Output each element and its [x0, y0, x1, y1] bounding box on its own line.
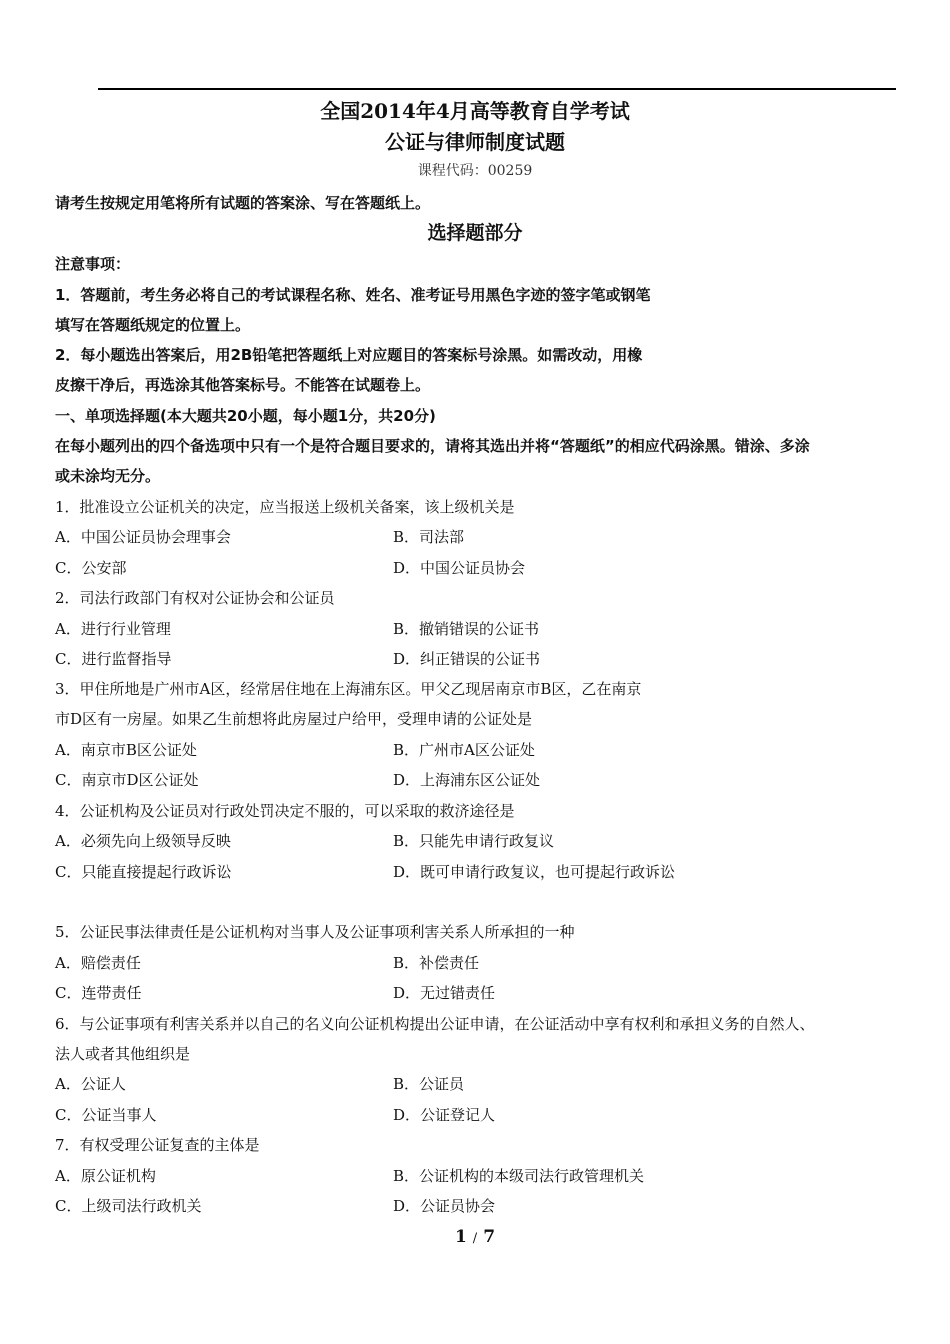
question-stem: 2．司法行政部门有权对公证协会和公证员 — [55, 589, 335, 607]
question-stem-cont: 市D区有一房屋。如果乙生前想将此房屋过户给甲，受理申请的公证处是 — [55, 710, 533, 728]
option-b: B．补偿责任 — [393, 954, 480, 972]
paper-title: 公证与律师制度试题 — [385, 130, 565, 154]
option-c: C．南京市D区公证处 — [55, 771, 199, 789]
question-stem: 4．公证机构及公证员对行政处罚决定不服的，可以采取的救济途径是 — [55, 802, 515, 820]
part-1-heading: 一、单项选择题(本大题共20小题，每小题1分，共20分) — [55, 407, 436, 425]
option-c: C．连带责任 — [55, 984, 142, 1002]
question-stem-cont: 法人或者其他组织是 — [55, 1045, 191, 1063]
option-d: D．上海浦东区公证处 — [393, 771, 541, 789]
option-a: A．必须先向上级领导反映 — [55, 832, 231, 850]
option-b: B．只能先申请行政复议 — [393, 832, 555, 850]
option-a: A．南京市B区公证处 — [55, 741, 197, 759]
option-c: C．进行监督指导 — [55, 650, 172, 668]
part-1-desc-line-2: 或未涂均无分。 — [55, 467, 161, 485]
option-a: A．进行行业管理 — [55, 620, 171, 638]
part-1-desc-line-1: 在每小题列出的四个备选项中只有一个是符合题目要求的，请将其选出并将“答题纸”的相应代码涂黑。错涂、多涂 — [55, 437, 810, 455]
section-title: 选择题部分 — [427, 222, 523, 244]
answer-instruction: 请考生按规定用笔将所有试题的答案涂、写在答题纸上。 — [55, 194, 431, 212]
option-a: A．公证人 — [55, 1075, 126, 1093]
option-a: A．中国公证员协会理事会 — [55, 528, 231, 546]
option-c: C．上级司法行政机关 — [55, 1197, 202, 1215]
exam-title: 全国2014年4月高等教育自学考试 — [320, 99, 630, 123]
page-number — [0, 1226, 950, 1250]
option-c: C．公证当事人 — [55, 1106, 157, 1124]
question-stem: 5．公证民事法律责任是公证机构对当事人及公证事项利害关系人所承担的一种 — [55, 923, 575, 941]
option-d: D．公证员协会 — [393, 1197, 496, 1215]
option-d: D．纠正错误的公证书 — [393, 650, 541, 668]
note-1-line-1: 1．答题前，考生务必将自己的考试课程名称、姓名、准考证号用黑色字迹的签字笔或钢笔 — [55, 286, 651, 304]
question-stem: 7．有权受理公证复查的主体是 — [55, 1136, 260, 1154]
current-page: 1 — [454, 1227, 467, 1247]
option-b: B．司法部 — [393, 528, 465, 546]
option-d: D．无过错责任 — [393, 984, 496, 1002]
option-b: B．公证机构的本级司法行政管理机关 — [393, 1167, 645, 1185]
header-rule — [98, 88, 896, 90]
option-b: B．公证员 — [393, 1075, 465, 1093]
question-stem: 1．批准设立公证机关的决定，应当报送上级机关备案，该上级机关是 — [55, 498, 515, 516]
note-2-line-1: 2．每小题选出答案后，用2B铅笔把答题纸上对应题目的答案标号涂黑。如需改动，用橡 — [55, 346, 643, 364]
option-c: C．只能直接提起行政诉讼 — [55, 863, 232, 881]
option-d: D．公证登记人 — [393, 1106, 496, 1124]
note-1-line-2: 填写在答题纸规定的位置上。 — [55, 316, 251, 334]
option-b: B．广州市A区公证处 — [393, 741, 535, 759]
total-pages: 7 — [483, 1227, 496, 1247]
question-stem: 3．甲住所地是广州市A区，经常居住地在上海浦东区。甲父乙现居南京市B区，乙在南京 — [55, 680, 642, 698]
notes-heading: 注意事项： — [55, 255, 131, 273]
option-d: D．中国公证员协会 — [393, 559, 526, 577]
option-b: B．撤销错误的公证书 — [393, 620, 540, 638]
question-stem: 6．与公证事项有利害关系并以自己的名义向公证机构提出公证申请，在公证活动中享有权利和承担义务的自然人、 — [55, 1015, 815, 1033]
page-separator: / — [472, 1231, 478, 1246]
note-2-line-2: 皮擦干净后，再选涂其他答案标号。不能答在试题卷上。 — [55, 376, 431, 394]
option-a: A．赔偿责任 — [55, 954, 141, 972]
option-d: D．既可申请行政复议，也可提起行政诉讼 — [393, 863, 676, 881]
option-a: A．原公证机构 — [55, 1167, 156, 1185]
option-c: C．公安部 — [55, 559, 127, 577]
course-code: 课程代码：00259 — [417, 163, 533, 179]
